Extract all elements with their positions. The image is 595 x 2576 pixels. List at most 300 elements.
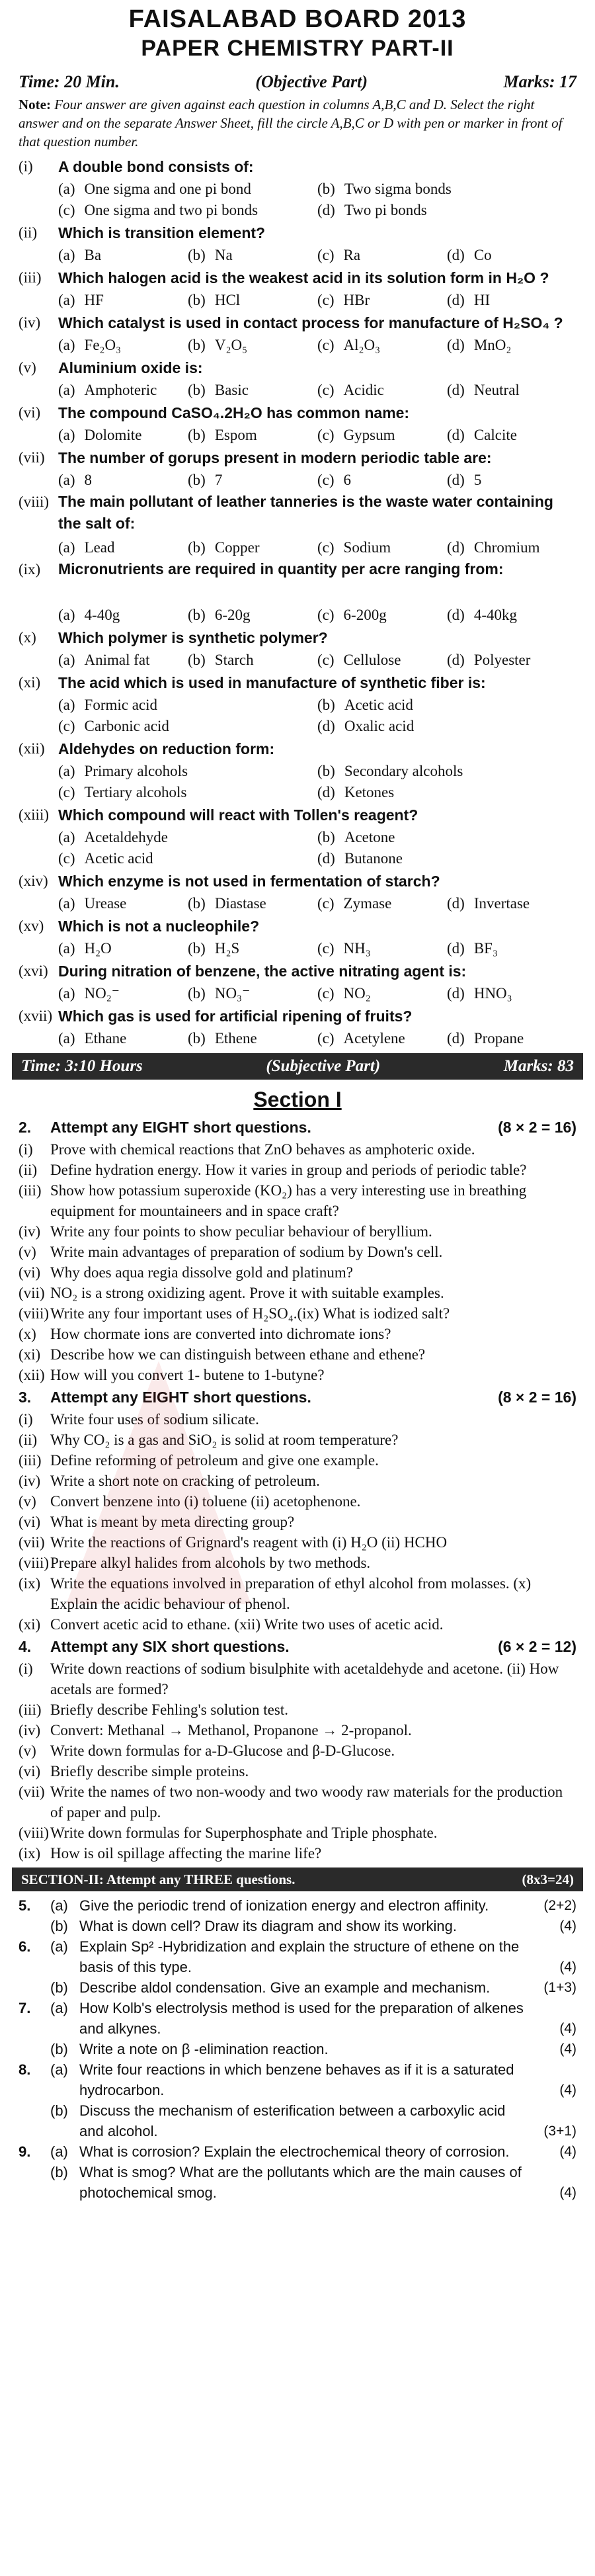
short-question-item [19,1761,576,1782]
question-instruction: Attempt any EIGHT short questions. [50,1118,311,1136]
short-question-item [19,1782,576,1823]
short-question-item [19,1532,576,1553]
item-number: (x) [19,1326,36,1342]
mcq-option [58,382,188,399]
mcq-text: Which is not a nucleophile? [58,917,260,935]
short-question-item [19,1699,576,1720]
long-question-part [19,1998,576,2039]
mcq-option-letter: (c) [317,382,335,398]
short-question-item [19,1450,576,1471]
short-question-item [19,1614,576,1635]
part-text: Explain Sp² -Hybridization and explain the structure of ethene on the basis of this type. [79,1938,520,1975]
mcq-options-row [19,245,576,266]
item-text: How will you convert 1- butene to 1-butyne? [50,1367,325,1383]
item-text: Briefly describe Fehling's solution test. [50,1701,288,1718]
question-marks: (8 × 2 = 16) [498,1118,576,1136]
mcq-option-text: HCl [214,292,241,308]
mcq-option-text: 5 [473,472,482,488]
mcq-option-letter: (d) [447,607,465,623]
mcq-number: (xiv) [19,873,48,889]
item-number: (vii) [19,1534,45,1551]
mcq-option-letter: (a) [58,607,75,623]
question-marks: (6 × 2 = 12) [498,1637,576,1655]
mcq-option-letter: (d) [317,850,335,867]
mcq-option [58,652,188,669]
mcq-option-text: Co [473,247,492,263]
item-number: (ix) [19,1845,41,1862]
short-question-item [19,1262,576,1283]
part-marks: (4) [559,1959,576,1975]
mcq-option [188,539,317,556]
long-question-number [19,1977,50,1998]
mcq-option-text: One sigma and two pi bonds [84,202,258,218]
mcq-option-text: Amphoteric [84,382,157,398]
item-number: (v) [19,1493,36,1510]
mcq-option-letter: (c) [317,427,335,443]
mcq-options-row [19,200,576,221]
mcq-option [188,652,317,669]
mcq-options-row [19,605,576,626]
mcq-option-text: Animal fat [84,652,150,668]
question-4-block [19,1635,576,1864]
mcq-option-letter: (b) [188,382,206,398]
mcq-option [447,940,576,957]
mcq-options-row [19,848,576,869]
mcq-option [58,539,188,556]
mcq-option [188,292,317,309]
item-text: How chormate ions are converted into dichromate ions? [50,1326,391,1342]
mcq-option-text: Two pi bonds [344,202,427,218]
mcq-option [317,784,576,801]
mcq-option-text: Butanone [344,850,403,867]
mcq-option-text: Ketones [344,784,395,800]
item-text: Why CO₂ is a gas and SiO₂ is solid at room temperature? [50,1432,399,1448]
mcq-number: (xv) [19,918,44,934]
mcq-option-text: Dolomite [84,427,142,443]
mcq-option-letter: (c) [317,337,335,353]
mcq-option [317,382,447,399]
mcq-option-text: Secondary alcohols [344,763,463,779]
mcq-option-text: Calcite [473,427,517,443]
part-label: (b) [50,2164,68,2180]
mcq-option [188,427,317,444]
mcq-option [317,940,447,957]
mcq-option [317,472,447,489]
mcq-option [188,985,317,1002]
mcq-option [58,337,188,354]
short-question-item [19,1843,576,1864]
item-number: (iii) [19,1701,42,1718]
mcq-question [19,155,576,179]
mcq-options-row [19,782,576,803]
item-text: Write a short note on cracking of petroleum. [50,1473,320,1489]
item-text: Write any four important uses of H₂SO₄.(ix) What is iodized salt? [50,1305,450,1322]
mcq-question [19,266,576,290]
long-question-number [19,1916,50,1936]
item-text: Write down reactions of sodium bisulphite with acetaldehyde and acetone. (ii) How acetals are formed? [50,1660,559,1697]
part-marks: (2+2) [543,1898,576,1913]
instructions-note [19,95,576,155]
mcq-text: Aluminium oxide is: [58,359,203,376]
mcq-list [19,155,576,1049]
item-number: (ii) [19,1432,38,1448]
mcq-option-text: 6 [343,472,352,488]
mcq-option-letter: (b) [188,472,206,488]
mcq-options-row [19,537,576,558]
mcq-option-text: H₂S [214,940,240,957]
mcq-option-letter: (d) [447,539,465,556]
mcq-option-text: 7 [214,472,223,488]
part-marks: (3+1) [543,2124,576,2139]
mcq-option-letter: (b) [188,427,206,443]
mcq-option-letter: (b) [317,829,335,845]
note-text: Four answer are given against each question in columns A,B,C and D. Select the right answer and on the separate Answer Sheet, fill the circle A,B,C or D with pen or marker in front of that question number. [19,97,563,150]
short-question-heading [19,1385,576,1409]
part-label: (a) [50,1897,68,1914]
objective-marks: Marks: 17 [503,72,576,91]
mcq-options-row [19,1028,576,1049]
part-text: Write four reactions in which benzene behaves as if it is a saturated hydrocarbon. [79,2061,514,2098]
mcq-option-letter: (a) [58,895,75,912]
mcq-option-letter: (b) [317,763,335,779]
section-2-band [12,1868,583,1891]
mcq-option-letter: (a) [58,940,75,957]
part-label: (b) [50,1979,68,1996]
mcq-option-letter: (a) [58,985,75,1002]
item-number: (vii) [19,1285,45,1301]
mcq-option [447,1030,576,1047]
short-question-item [19,1160,576,1180]
short-question-item [19,1365,576,1385]
subjective-band [12,1053,583,1080]
mcq-option-text: Ra [343,247,361,263]
long-question-part [19,1916,576,1936]
mcq-option-text: Cellulose [343,652,401,668]
mcq-option-letter: (a) [58,382,75,398]
mcq-options-row [19,827,576,848]
mcq-option [317,607,447,624]
item-text: Write down formulas for a-D-Glucose and β-D-Glucose. [50,1742,395,1759]
mcq-option-letter: (a) [58,472,75,488]
item-number: (viii) [19,1825,49,1841]
mcq-number: (iii) [19,269,42,286]
mcq-option [317,539,447,556]
mcq-option-letter: (d) [447,337,465,353]
mcq-option [58,697,317,714]
item-text: Define hydration energy. How it varies in group and periods of periodic table? [50,1162,527,1178]
long-question-part [19,1895,576,1916]
mcq-option-text: Copper [214,539,260,556]
mcq-option-text: Acetone [344,829,395,845]
mcq-option [58,895,188,912]
mcq-option-text: Acetylene [343,1030,405,1047]
mcq-option-letter: (d) [317,202,335,218]
part-text: What is smog? What are the pollutants which are the main causes of photochemical smog. [79,2164,522,2201]
mcq-text: A double bond consists of: [58,157,254,175]
mcq-question [19,959,576,983]
mcq-option-letter: (a) [58,697,75,713]
item-number: (iii) [19,1182,42,1199]
mcq-option-text: 6-20g [214,607,251,623]
mcq-option-letter: (a) [58,1030,75,1047]
question-marks: (8 × 2 = 16) [498,1388,576,1406]
short-question-item [19,1283,576,1303]
mcq-option [317,985,447,1002]
short-question-item [19,1180,576,1221]
mcq-option-letter: (a) [58,829,75,845]
section-1-title: Section I [253,1088,342,1111]
mcq-question [19,803,576,827]
mcq-option [447,652,576,669]
mcq-option-text: Acetic acid [84,850,153,867]
mcq-option [317,697,576,714]
long-question-number: 8. [19,2061,31,2078]
mcq-option-text: One sigma and one pi bond [84,181,251,197]
mcq-text: The acid which is used in manufacture of synthetic fiber is: [58,673,486,691]
item-text: Write down formulas for Superphosphate and Triple phosphate. [50,1825,438,1841]
item-text: Convert benzene into (i) toluene (ii) acetophenone. [50,1493,361,1510]
short-question-item [19,1344,576,1365]
item-text: Why does aqua regia dissolve gold and platinum? [50,1264,353,1281]
mcq-option-text: 6-200g [343,607,387,623]
mcq-option [317,181,576,198]
part-marks: (4) [559,2041,576,2057]
objective-time: Time: 20 Min. [19,72,120,91]
mcq-option-text: HI [473,292,491,308]
long-question-number: 7. [19,2000,31,2016]
item-number: (iii) [19,1452,42,1469]
mcq-question [19,311,576,335]
mcq-option-letter: (b) [188,292,206,308]
short-question-item [19,1303,576,1324]
mcq-question [19,356,576,380]
mcq-text: Which halogen acid is the weakest acid in its solution form in H₂O ? [58,269,549,286]
long-question-number [19,2162,50,2203]
mcq-options-row [19,335,576,356]
long-question-number: 9. [19,2143,31,2160]
mcq-option-letter: (d) [447,472,465,488]
short-question-item [19,1553,576,1573]
mcq-option-text: Invertase [473,895,530,912]
long-question-part [19,2039,576,2059]
section-2-marks: (8x3=24) [522,1871,574,1887]
section-2-title: SECTION-II: Attempt any THREE questions. [21,1871,296,1887]
part-text: Discuss the mechanism of esterification between a carboxylic acid and alcohol. [79,2102,506,2139]
item-text: NO₂ is a strong oxidizing agent. Prove it with suitable examples. [50,1285,444,1301]
mcq-text: The main pollutant of leather tanneries is the waste water containing the salt of: [58,493,553,532]
mcq-number: (i) [19,158,33,175]
item-number: (vi) [19,1763,41,1780]
mcq-option [58,607,188,624]
mcq-option-text: Urease [84,895,127,912]
mcq-option-letter: (d) [447,1030,465,1047]
mcq-option-letter: (c) [317,985,335,1002]
long-question-part [19,1977,576,1998]
mcq-number: (vi) [19,404,41,421]
objective-meta [19,69,576,95]
mcq-option-text: H₂O [84,940,112,957]
note-label: Note: [19,97,51,112]
item-text: Write any four points to show peculiar behaviour of beryllium. [50,1223,432,1240]
mcq-option-text: NO₂⁻ [84,985,120,1002]
mcq-option [188,607,317,624]
mcq-number: (ii) [19,224,38,241]
mcq-option-letter: (b) [188,895,206,912]
mcq-option-text: Lead [84,539,115,556]
mcq-option-text: Acidic [343,382,384,398]
short-question-heading [19,1115,576,1139]
mcq-option-text: NO₂ [343,985,371,1002]
item-text: Write main advantages of preparation of sodium by Down's cell. [50,1244,443,1260]
mcq-option-letter: (a) [58,247,75,263]
mcq-option-letter: (c) [58,784,75,800]
mcq-text: Which enzyme is not used in fermentation of starch? [58,872,440,890]
mcq-question [19,626,576,650]
mcq-options-row [19,425,576,446]
item-number: (v) [19,1742,36,1759]
objective-part: (Objective Part) [255,72,368,91]
item-number: (vi) [19,1514,41,1530]
mcq-option-text: Acetaldehyde [84,829,168,845]
part-text: What is down cell? Draw its diagram and show its working. [79,1918,457,1934]
mcq-option-text: Ethane [84,1030,127,1047]
mcq-option-letter: (b) [188,247,206,263]
part-label: (a) [50,2061,68,2078]
mcq-options-row [19,290,576,311]
mcq-option-letter: (c) [317,539,335,556]
mcq-option-letter: (b) [188,652,206,668]
item-text: Write four uses of sodium silicate. [50,1411,259,1428]
mcq-option-text: 4-40kg [473,607,517,623]
item-number: (xii) [19,1367,45,1383]
mcq-option-letter: (d) [317,784,335,800]
mcq-question [19,914,576,938]
question-instruction: Attempt any EIGHT short questions. [50,1388,311,1406]
mcq-option-letter: (b) [317,181,335,197]
long-question-list [19,1895,576,2203]
item-number: (i) [19,1141,33,1158]
mcq-options-row [19,179,576,200]
mcq-option-letter: (c) [317,940,335,957]
mcq-text: The compound CaSO₄.2H₂O has common name: [58,404,410,421]
mcq-option-text: HBr [343,292,370,308]
mcq-option [317,829,576,846]
mcq-option [317,763,576,780]
mcq-option-letter: (c) [317,895,335,912]
item-number: (iv) [19,1722,41,1739]
paper-title: PAPER CHEMISTRY PART-II [141,36,454,61]
question-3-block [19,1385,576,1635]
mcq-option-text: Zymase [343,895,392,912]
mcq-option-letter: (d) [447,895,465,912]
short-question-item [19,1409,576,1430]
item-text: Prepare alkyl halides from alcohols by two methods. [50,1555,371,1571]
mcq-option-letter: (c) [317,292,335,308]
part-marks: (4) [559,2144,576,2159]
mcq-text: Micronutrients are required in quantity per acre ranging from: [58,560,504,578]
mcq-text: Which gas is used for artificial ripening of fruits? [58,1007,413,1025]
mcq-question [19,491,576,537]
mcq-option-letter: (a) [58,427,75,443]
mcq-option [58,427,188,444]
mcq-text: Which polymer is synthetic polymer? [58,628,328,646]
mcq-question [19,737,576,761]
item-number: (vi) [19,1264,41,1281]
part-text: What is corrosion? Explain the electrochemical theory of corrosion. [79,2143,510,2160]
mcq-option [317,652,447,669]
item-text: What is meant by meta directing group? [50,1514,295,1530]
mcq-option [188,895,317,912]
mcq-option-letter: (c) [317,1030,335,1047]
mcq-options-row [19,983,576,1004]
part-label: (b) [50,2041,68,2057]
short-question-item [19,1491,576,1512]
mcq-number: (xvi) [19,963,48,979]
mcq-option [188,472,317,489]
question-number: 3. [19,1388,32,1406]
part-marks: (4) [559,2082,576,2098]
mcq-option-letter: (a) [58,292,75,308]
item-number: (iv) [19,1473,41,1489]
mcq-option-text: Gypsum [343,427,395,443]
mcq-option [447,607,576,624]
mcq-option-letter: (d) [447,247,465,263]
mcq-option [317,337,447,354]
item-text: Write the reactions of Grignard's reagent with (i) H₂O (ii) HCHO [50,1534,448,1551]
long-question-number [19,2039,50,2059]
mcq-option-text: Polyester [473,652,531,668]
item-text: How is oil spillage affecting the marine life? [50,1845,322,1862]
mcq-option [447,539,576,556]
mcq-text: Aldehydes on reduction form: [58,740,275,757]
mcq-option [58,763,317,780]
board-title: FAISALABAD BOARD 2013 [128,5,467,33]
mcq-option [317,850,576,867]
mcq-option-text: Oxalic acid [344,718,415,734]
mcq-option [317,895,447,912]
mcq-option-text: Two sigma bonds [344,181,452,197]
mcq-options-row [19,695,576,716]
mcq-option-letter: (b) [188,539,206,556]
mcq-option [188,382,317,399]
mcq-option-letter: (a) [58,539,75,556]
mcq-option [447,247,576,264]
mcq-option-letter: (d) [447,985,465,1002]
short-question-item [19,1740,576,1761]
short-question-item [19,1324,576,1344]
mcq-question [19,558,576,605]
mcq-options-row [19,761,576,782]
mcq-question [19,869,576,893]
question-instruction: Attempt any SIX short questions. [50,1637,290,1655]
mcq-text: Which catalyst is used in contact process for manufacture of H₂SO₄ ? [58,314,563,331]
mcq-number: (xvii) [19,1008,53,1024]
mcq-option-letter: (d) [447,382,465,398]
mcq-options-row [19,716,576,737]
mcq-option-letter: (a) [58,181,75,197]
mcq-option [317,427,447,444]
item-number: (xi) [19,1346,41,1363]
mcq-option-text: Primary alcohols [84,763,188,779]
long-question-part [19,2141,576,2162]
mcq-option-text: Propane [473,1030,524,1047]
part-label: (b) [50,2102,68,2119]
mcq-option-letter: (c) [58,718,75,734]
mcq-option-text: V₂O₅ [214,337,248,353]
mcq-option [188,247,317,264]
mcq-number: (viii) [19,494,49,510]
question-number: 4. [19,1637,32,1655]
